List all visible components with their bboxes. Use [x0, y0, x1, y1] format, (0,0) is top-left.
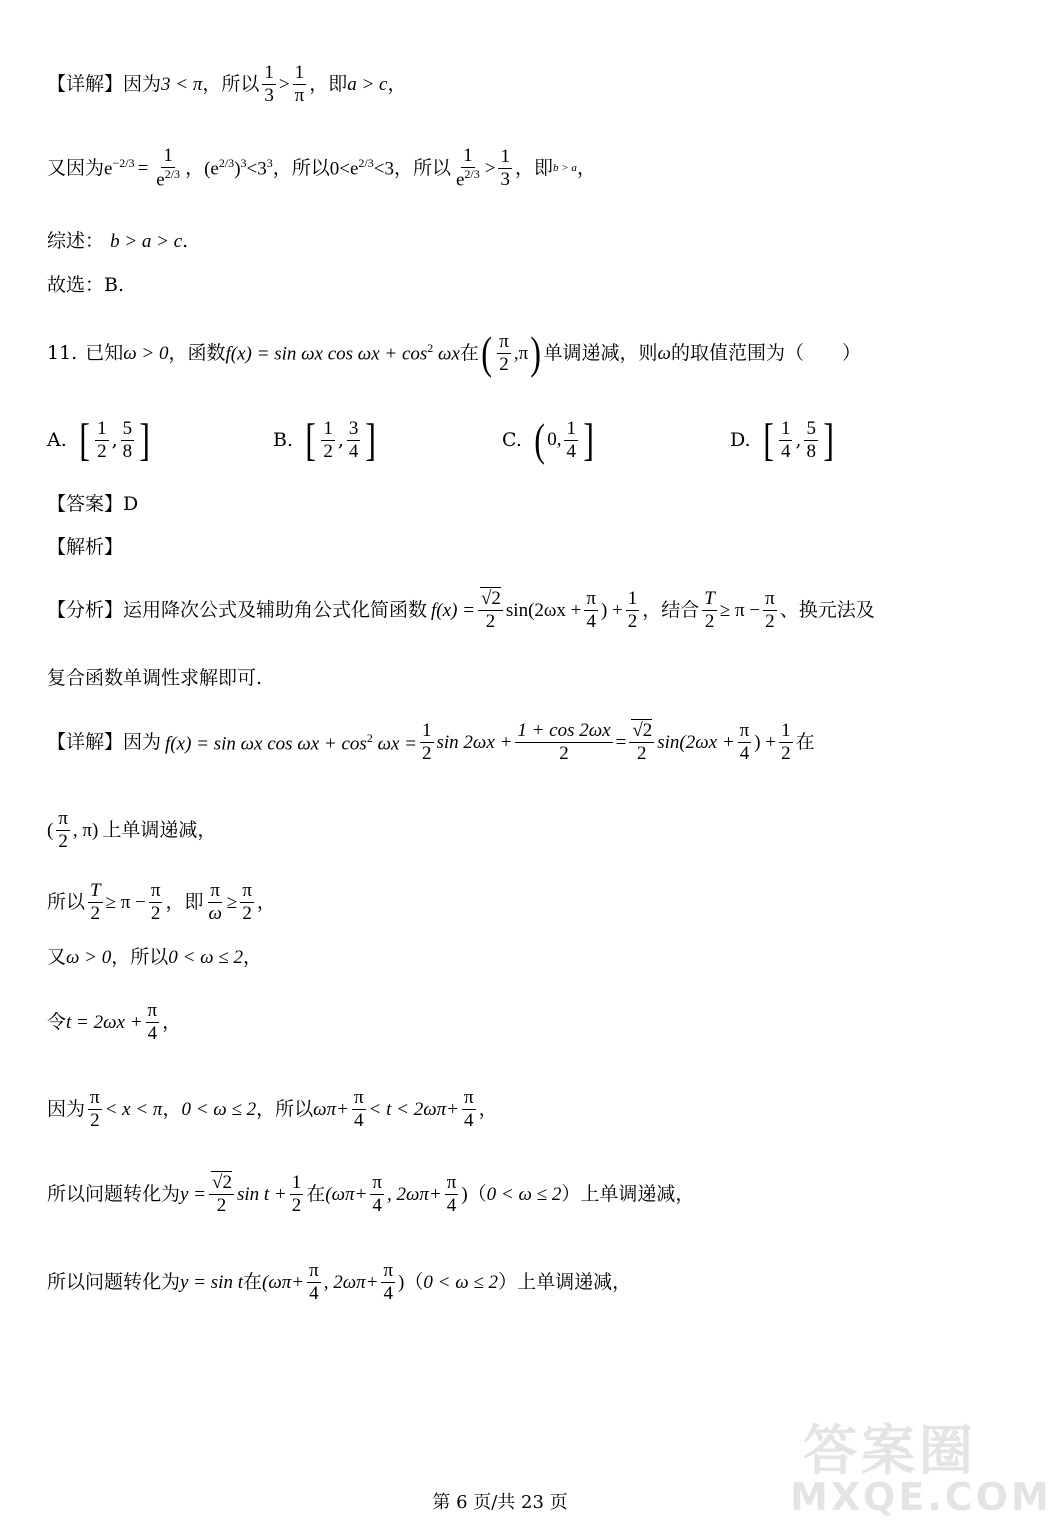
option-c[interactable]: C. ( 0, $\frac{1}{4}$ ] [502, 414, 595, 465]
analysis-line-2: 复合函数单调性求解即可. [47, 667, 263, 689]
detail-tag: 【详解】 [47, 72, 124, 95]
fraction: $\frac{\pi}{2}$ [499, 330, 509, 375]
analysis-line-1: 【分析】 运用降次公式及辅助角公式化简函数 f(x) = $\frac{√2}{2}$ sin(2ωx + $\frac{\pi}{4}$ ) + $\frac{1}{2}$ ，结合 $\frac{T}{2}$ ≥ π − $\frac{\pi}{2}$ 、换元法及 [47, 588, 875, 632]
option-b[interactable]: B. [ $\frac{1}{2}$ , $\frac{3}{4}$ ] [273, 414, 377, 465]
step-4: 因为 $\frac{\pi}{2}$ < x < π ， 0 < ω ≤ 2 ，所以 ωπ+ $\frac{\pi}{4}$ < t < 2ωπ+ $\frac{\pi}{4}$ ， [47, 1087, 498, 1131]
question-number: 11. [47, 341, 78, 364]
fraction: $\frac{1}{e^{2/3}}$ [156, 145, 181, 191]
step-6: 所以问题转化为 y = sin t 在 (ωπ+ $\frac{\pi}{4}$ , 2ωπ+ $\frac{\pi}{4}$ ) （ 0 < ω ≤ 2 ）上单调递减， [47, 1260, 632, 1304]
step-1: 所以 $\frac{T}{2}$ ≥ π − $\frac{\pi}{2}$ ，即 $\frac{\pi}{\omega}$ ≥ $\frac{\pi}{2}$ ， [47, 880, 276, 924]
detail-line-2: 又因为 $e^{-2/3}$ = $\frac{1}{e^{2/3}}$ ， $(e^{2/3})^3<3^3$ ，所以 $0<e^{2/3}<3$ ，所以 $\frac{1}{e^{2/3}}$ > $\frac{1}{3}$ ，即 b > a ， [47, 145, 596, 191]
analysis-tag: 【解析】 [47, 536, 124, 558]
detail-line-1: 【详解】 因为 3 < π ，所以 $\frac{1}{3}$ > $\frac{1}{\pi}$ ，即 a > c ， [47, 62, 407, 106]
detail-line-4: ( $\frac{\pi}{2}$ , π) 上单调递减， [47, 808, 217, 852]
step-3: 令 t = 2ωx + $\frac{\pi}{4}$ ， [47, 1000, 182, 1044]
watermark-logo: 答案圈 MXQE.COM [790, 1419, 1052, 1519]
page-footer: 第 6 页/共 23 页 [432, 1492, 568, 1513]
fraction: $\frac{1}{\pi}$ [294, 62, 305, 106]
fraction: $\frac{1}{3}$ [264, 62, 274, 106]
detail-line-3: 【详解】 因为 f(x) = sin ωx $\cos \omega x + \cos^2 \omega x$ = $\frac{1}{2}$ sin 2ωx + $\frac{1 + \cos 2\omega x}{2}$ = $\frac{√2}{2}$ sin(2ωx + $\frac{\pi}{4}$ ) + $\frac{1}{2}$ 在 [47, 720, 815, 764]
step-5: 所以问题转化为 y = $\frac{√2}{2}$ sin t + $\frac{1}{2}$ 在 (ωπ+ $\frac{\pi}{4}$ , 2ωπ+ $\frac{\pi}{4}$ ) （ 0 < ω ≤ 2 ）上单调递减， [47, 1172, 695, 1216]
answer-line: 【答案】D [47, 493, 139, 515]
options-row [47, 405, 947, 475]
fraction: $\frac{1}{3}$ [500, 145, 510, 190]
step-2: 又ω > 0，所以0 < ω ≤ 2， [47, 946, 262, 968]
question-11: 11. 已知 ω > 0 ，函数 f(x) = sin ωx $\cos \omega x + \cos^2 \omega x$ 在 ( $\frac{\pi}{2}$ ,π ) 单调递减，则 ω 的取值范围为（ ） [47, 327, 861, 378]
choice-line: 故选：B. [47, 274, 125, 296]
fraction: $\frac{1}{e^{2/3}}$ [455, 145, 480, 191]
summary-line: 综述： b > a > c. [47, 230, 189, 252]
option-d[interactable]: D. [ $\frac{1}{4}$ , $\frac{5}{8}$ ] [730, 414, 835, 465]
option-a[interactable]: A. [ $\frac{1}{2}$ , $\frac{5}{8}$ ] [47, 414, 151, 465]
